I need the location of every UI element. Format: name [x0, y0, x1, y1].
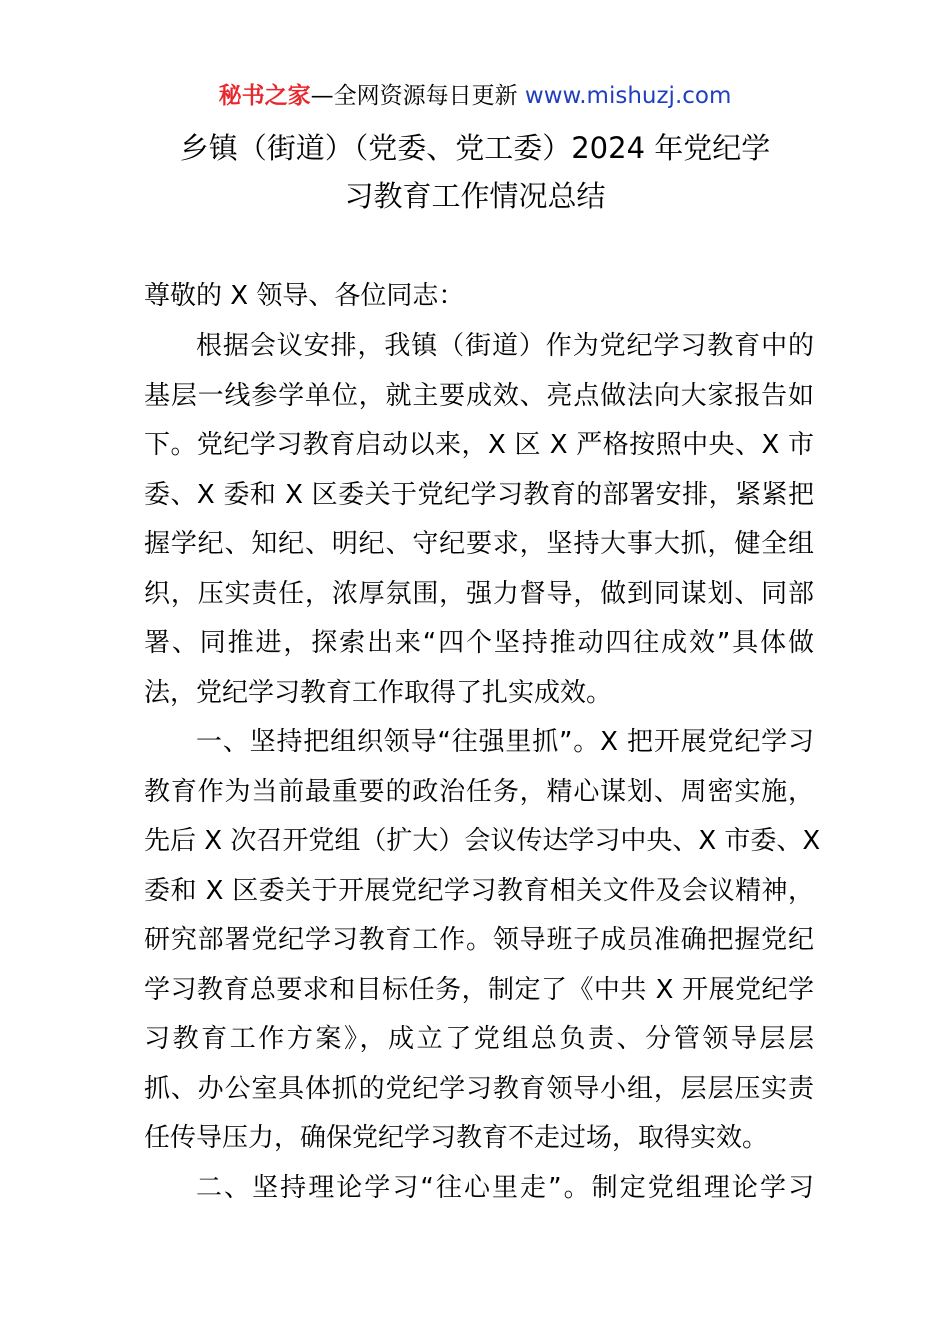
paragraph-line: 一、坚持把组织领导“往强里抓”。X 把开展党纪学习 [196, 727, 814, 757]
paragraph-line: 二、坚持理论学习“往心里走”。制定党组理论学习 [196, 1173, 814, 1203]
site-header [0, 80, 950, 112]
paragraph-section-2 [144, 1164, 814, 1214]
paragraph-line: 署、同推进，探索出来“四个坚持推动四往成效”具体做 [144, 628, 814, 658]
document-title-line-1: 乡镇（街道）（党委、党工委）2024 年党纪学 [179, 131, 771, 165]
site-tagline: —全网资源每日更新 [310, 83, 518, 109]
paragraph-line: 教育作为当前最重要的政治任务，精心谋划、周密实施， [144, 776, 814, 807]
paragraph-section-1 [144, 718, 821, 1164]
paragraph-line: 根据会议安排，我镇（街道）作为党纪学习教育中的 [196, 331, 814, 361]
salutation: 尊敬的 X 领导、各位同志： [144, 281, 465, 311]
paragraph-line: 基层一线参学单位，就主要成效、亮点做法向大家报告如 [144, 380, 814, 411]
site-url-link[interactable]: www.mishuzj.com [524, 83, 732, 109]
paragraph-line: 习教育工作方案》，成立了党组总负责、分管领导层层 [144, 1024, 814, 1054]
paragraph-line: 委和 X 区委关于开展党纪学习教育相关文件及会议精神， [144, 875, 814, 906]
site-brand: 秘书之家 [218, 83, 311, 109]
paragraph-line: 委、X 委和 X 区委关于党纪学习教育的部署安排，紧紧把 [144, 479, 814, 510]
paragraph-line: 握学纪、知纪、明纪、守纪要求，坚持大事大抓，健全组 [144, 529, 814, 559]
document-title-line-2: 习教育工作情况总结 [344, 179, 606, 213]
paragraph-line: 法，党纪学习教育工作取得了扎实成效。 [144, 677, 613, 708]
paragraph-line: 织，压实责任，浓厚氛围，强力督导，做到同谋划、同部 [144, 578, 814, 609]
paragraph-line: 任传导压力，确保党纪学习教育不走过场，取得实效。 [144, 1123, 769, 1153]
paragraph-line: 研究部署党纪学习教育工作。领导班子成员准确把握党纪 [144, 925, 814, 955]
paragraph-line: 抓、办公室具体抓的党纪学习教育领导小组，层层压实责 [144, 1073, 814, 1104]
paragraph-line: 下。党纪学习教育启动以来，X 区 X 严格按照中央、X 市 [144, 430, 814, 460]
paragraph-line: 先后 X 次召开党组（扩大）会议传达学习中央、X 市委、X [144, 826, 821, 856]
paragraph-intro [144, 322, 814, 718]
paragraph-line: 学习教育总要求和目标任务，制定了《中共 X 开展党纪学 [144, 974, 814, 1005]
